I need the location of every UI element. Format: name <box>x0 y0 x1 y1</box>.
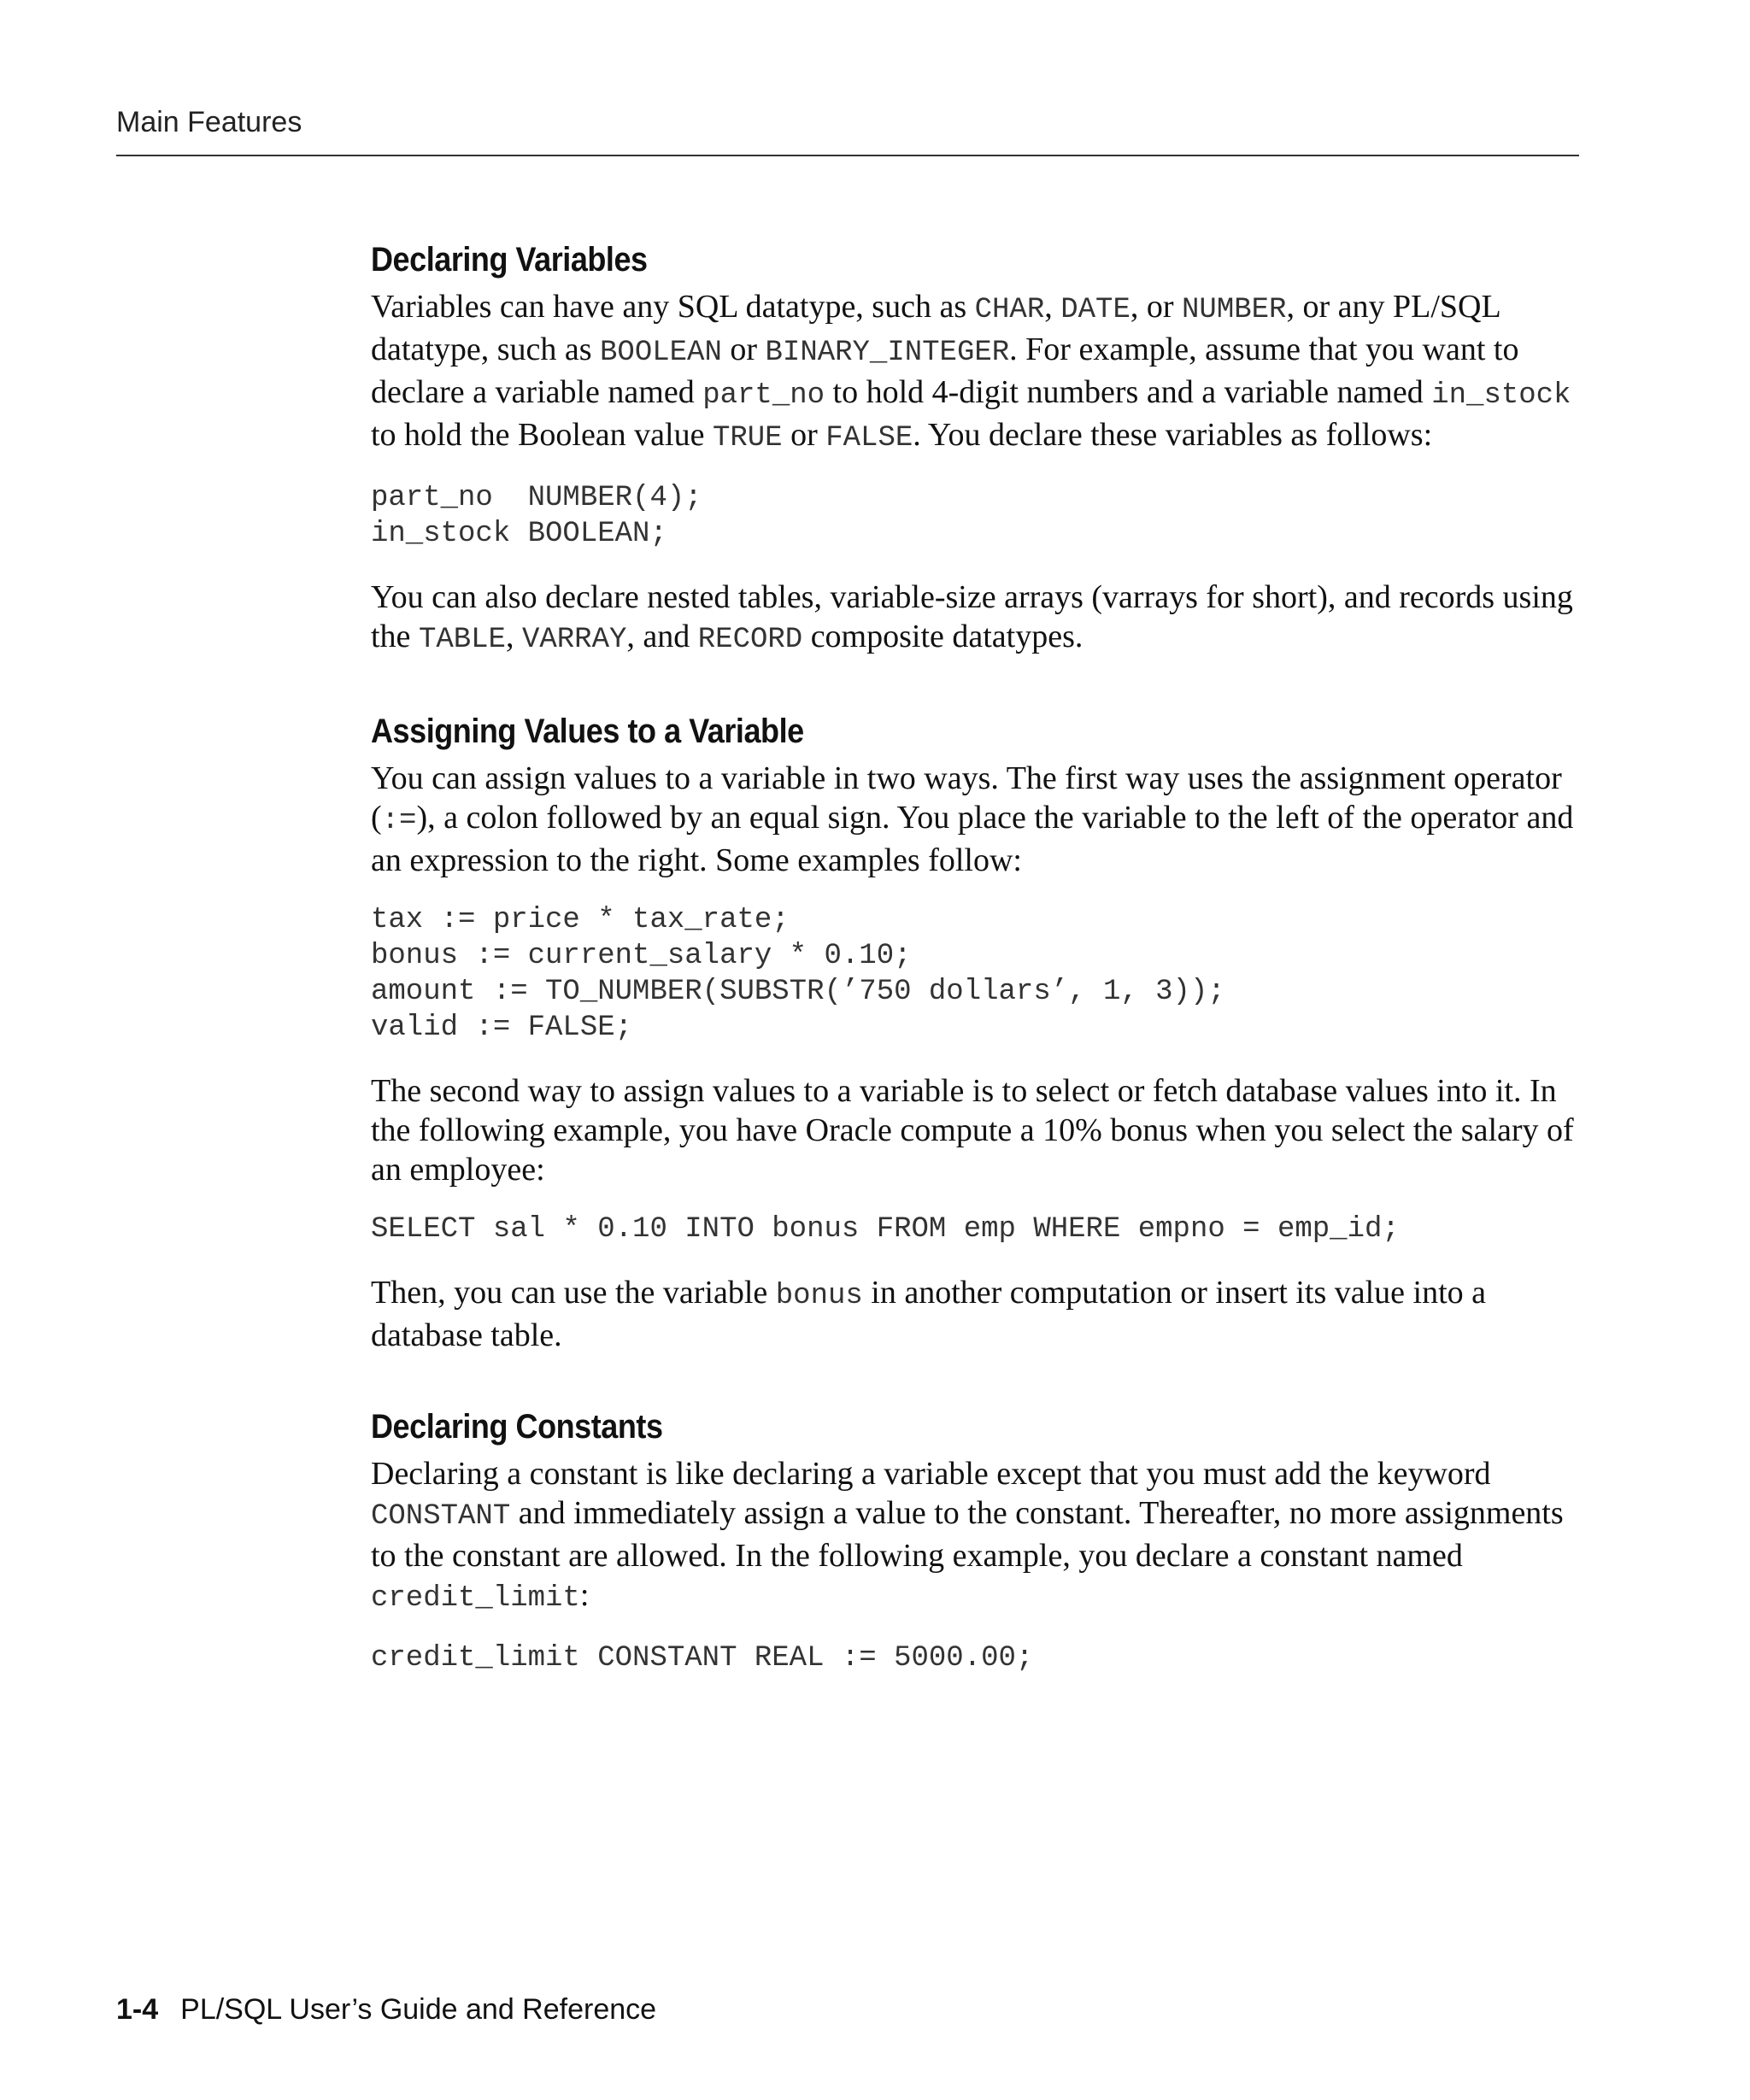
section-heading: Declaring Variables <box>371 241 648 279</box>
page-footer <box>116 1993 656 2027</box>
inline-code: CONSTANT <box>371 1500 511 1533</box>
body-paragraph: You can assign values to a variable in two ways. The first way uses the assignment operator (:=), a colon followed by an equal sign. You place the variable to the left of the operator and an expression to the right. Some examples follow: <box>371 760 1574 878</box>
inline-code: bonus <box>775 1280 863 1312</box>
page-number: 1-4 <box>116 1993 159 2026</box>
section-assigning-values <box>371 711 1584 1355</box>
inline-code: DATE <box>1060 294 1130 326</box>
inline-code: part_no <box>702 379 825 412</box>
page-body <box>371 239 1584 1676</box>
body-paragraph: Variables can have any SQL datatype, such as CHAR, DATE, or NUMBER, or any PL/SQL datatype, such as BOOLEAN or BINARY_INTEGER. For example, assume that you want to declare a variable named part_no to hold 4-digit numbers and a variable named in_stock to hold the Boolean value TRUE or FALSE. You declare these variables as follows: <box>371 289 1571 455</box>
inline-code: VARRAY <box>521 624 627 656</box>
inline-code: BOOLEAN <box>600 337 722 369</box>
inline-code: TRUE <box>712 422 783 455</box>
code-block: credit_limit CONSTANT REAL := 5000.00; <box>371 1642 1034 1675</box>
inline-code: CHAR <box>974 294 1045 326</box>
inline-code: BINARY_INTEGER <box>765 337 1010 369</box>
body-paragraph: The second way to assign values to a variable is to select or fetch database values into it. In the following example, you have Oracle compute a 10% bonus when you select the salary of an employee: <box>371 1073 1574 1188</box>
inline-code: in_stock <box>1431 379 1571 412</box>
section-declaring-variables <box>371 239 1584 660</box>
code-block: tax := price * tax_rate; bonus := current_salary * 0.10; amount := TO_NUMBER(SUBSTR(’750 dollars’, 1, 3)); valid := FALSE; <box>371 904 1225 1044</box>
inline-code: credit_limit <box>371 1582 580 1615</box>
inline-code: RECORD <box>697 624 803 656</box>
section-declaring-constants <box>371 1406 1584 1676</box>
inline-code: TABLE <box>418 624 506 656</box>
section-heading: Assigning Values to a Variable <box>371 713 804 750</box>
inline-code: FALSE <box>825 422 913 455</box>
code-block: part_no NUMBER(4); in_stock BOOLEAN; <box>371 482 702 550</box>
body-paragraph: Then, you can use the variable bonus in another computation or insert its value into a database table. <box>371 1275 1487 1353</box>
body-paragraph: You can also declare nested tables, variable-size arrays (varrays for short), and records using the TABLE, VARRAY, and RECORD composite datatypes. <box>371 579 1573 656</box>
body-paragraph: Declaring a constant is like declaring a variable except that you must add the keyword CONSTANT and immediately assign a value to the constant. Thereafter, no more assignments to the constant are allowed. In the following example, you declare a constant named credit_limit: <box>371 1456 1564 1615</box>
code-block: SELECT sal * 0.10 INTO bonus FROM emp WHERE empno = emp_id; <box>371 1213 1400 1246</box>
inline-code: := <box>381 805 417 837</box>
running-header: Main Features <box>116 106 302 138</box>
book-title: PL/SQL User’s Guide and Reference <box>180 1993 657 2026</box>
inline-code: NUMBER <box>1182 294 1287 326</box>
header-divider <box>116 155 1579 156</box>
section-heading: Declaring Constants <box>371 1408 663 1446</box>
